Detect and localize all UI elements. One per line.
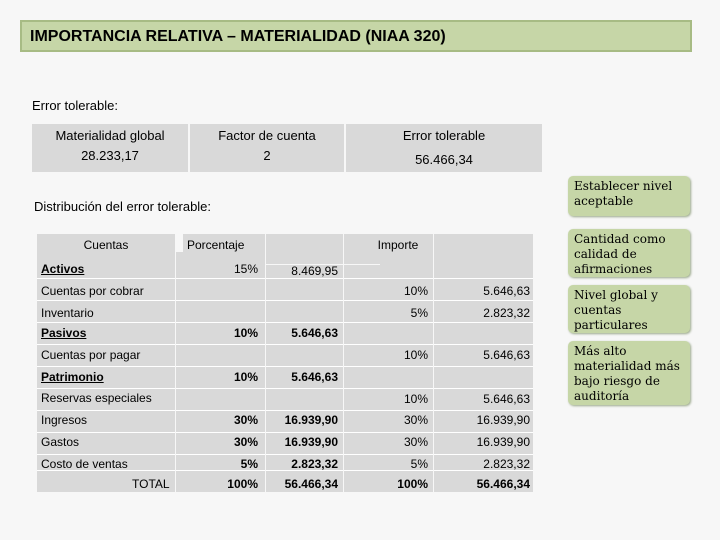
row-patrimonio-label: Patrimonio: [41, 370, 104, 384]
materiality-value-factor: 2: [263, 148, 271, 163]
row-gastos-label: Gastos: [41, 435, 80, 449]
row-gastos-amt: 16.939,90: [284, 435, 338, 449]
row-ingresos-pct: 30%: [233, 413, 258, 427]
note-establecer-nivel: Establecer nivel aceptable: [568, 176, 690, 216]
row-cobrar-label: Cuentas por cobrar: [41, 284, 144, 298]
row-reservas-amt2: 5.646,63: [483, 392, 530, 406]
row-pasivos-label: Pasivos: [41, 326, 87, 340]
row-pasivos-pct: 10%: [233, 326, 258, 340]
header-importe: Importe: [377, 238, 419, 252]
page-title: IMPORTANCIA RELATIVA – MATERIALIDAD (NIAA 320): [30, 28, 446, 45]
row-costo-amt: 2.823,32: [291, 457, 338, 471]
row-pagar-label: Cuentas por pagar: [41, 348, 141, 362]
row-total-label: TOTAL: [132, 477, 170, 491]
header-porcentaje: Porcentaje: [187, 238, 245, 252]
row-ingresos-pct2: 30%: [403, 413, 428, 427]
row-total-amt2: 56.466,34: [476, 477, 530, 491]
note-cantidad-calidad: Cantidad como calidad de afirmaciones: [568, 229, 690, 277]
row-activos-amt: 8.469,95: [291, 264, 338, 278]
error-tolerable-label: Error tolerable:: [32, 98, 118, 113]
materiality-value-error: 56.466,34: [415, 152, 473, 167]
row-inventario-amt2: 2.823,32: [483, 306, 530, 320]
row-total-pct2: 100%: [397, 477, 428, 491]
row-gastos-amt2: 16.939,90: [476, 435, 530, 449]
row-costo-amt2: 2.823,32: [483, 457, 530, 471]
header-cuentas: Cuentas: [83, 238, 129, 252]
row-reservas-label: Reservas especiales: [41, 391, 152, 405]
row-patrimonio-pct: 10%: [233, 370, 258, 384]
row-reservas-pct2: 10%: [403, 392, 428, 406]
row-costo-label: Costo de ventas: [41, 457, 128, 471]
row-activos-label: Activos: [41, 262, 85, 276]
distribution-label: Distribución del error tolerable:: [34, 199, 212, 214]
title-bar: [20, 20, 692, 52]
row-gastos-pct2: 30%: [403, 435, 428, 449]
note-nivel-global: Nivel global y cuentas particulares: [568, 285, 690, 333]
row-activos-pct: 15%: [233, 262, 258, 276]
materiality-table: [32, 124, 542, 172]
materiality-value-global: 28.233,17: [81, 148, 139, 163]
row-patrimonio-amt: 5.646,63: [291, 370, 338, 384]
row-ingresos-amt: 16.939,90: [284, 413, 338, 427]
row-total-pct: 100%: [227, 477, 258, 491]
row-costo-pct: 5%: [240, 457, 258, 471]
row-cobrar-amt2: 5.646,63: [483, 284, 530, 298]
row-ingresos-amt2: 16.939,90: [476, 413, 530, 427]
row-cobrar-pct2: 10%: [403, 284, 428, 298]
row-gastos-pct: 30%: [233, 435, 258, 449]
note-mas-alto-materialidad: Más alto materialidad más bajo riesgo de auditoría: [568, 341, 690, 405]
row-pasivos-amt: 5.646,63: [291, 326, 338, 340]
materiality-header-error: Error tolerable: [402, 128, 486, 143]
row-ingresos-label: Ingresos: [41, 413, 88, 427]
row-inventario-label: Inventario: [41, 306, 94, 320]
row-inventario-pct2: 5%: [410, 306, 428, 320]
row-pagar-pct2: 10%: [403, 348, 428, 362]
row-costo-pct2: 5%: [410, 457, 428, 471]
materiality-header-global: Materialidad global: [55, 128, 165, 143]
row-total-amt: 56.466,34: [284, 477, 338, 491]
row-pagar-amt2: 5.646,63: [483, 348, 530, 362]
materiality-header-factor: Factor de cuenta: [218, 128, 316, 143]
